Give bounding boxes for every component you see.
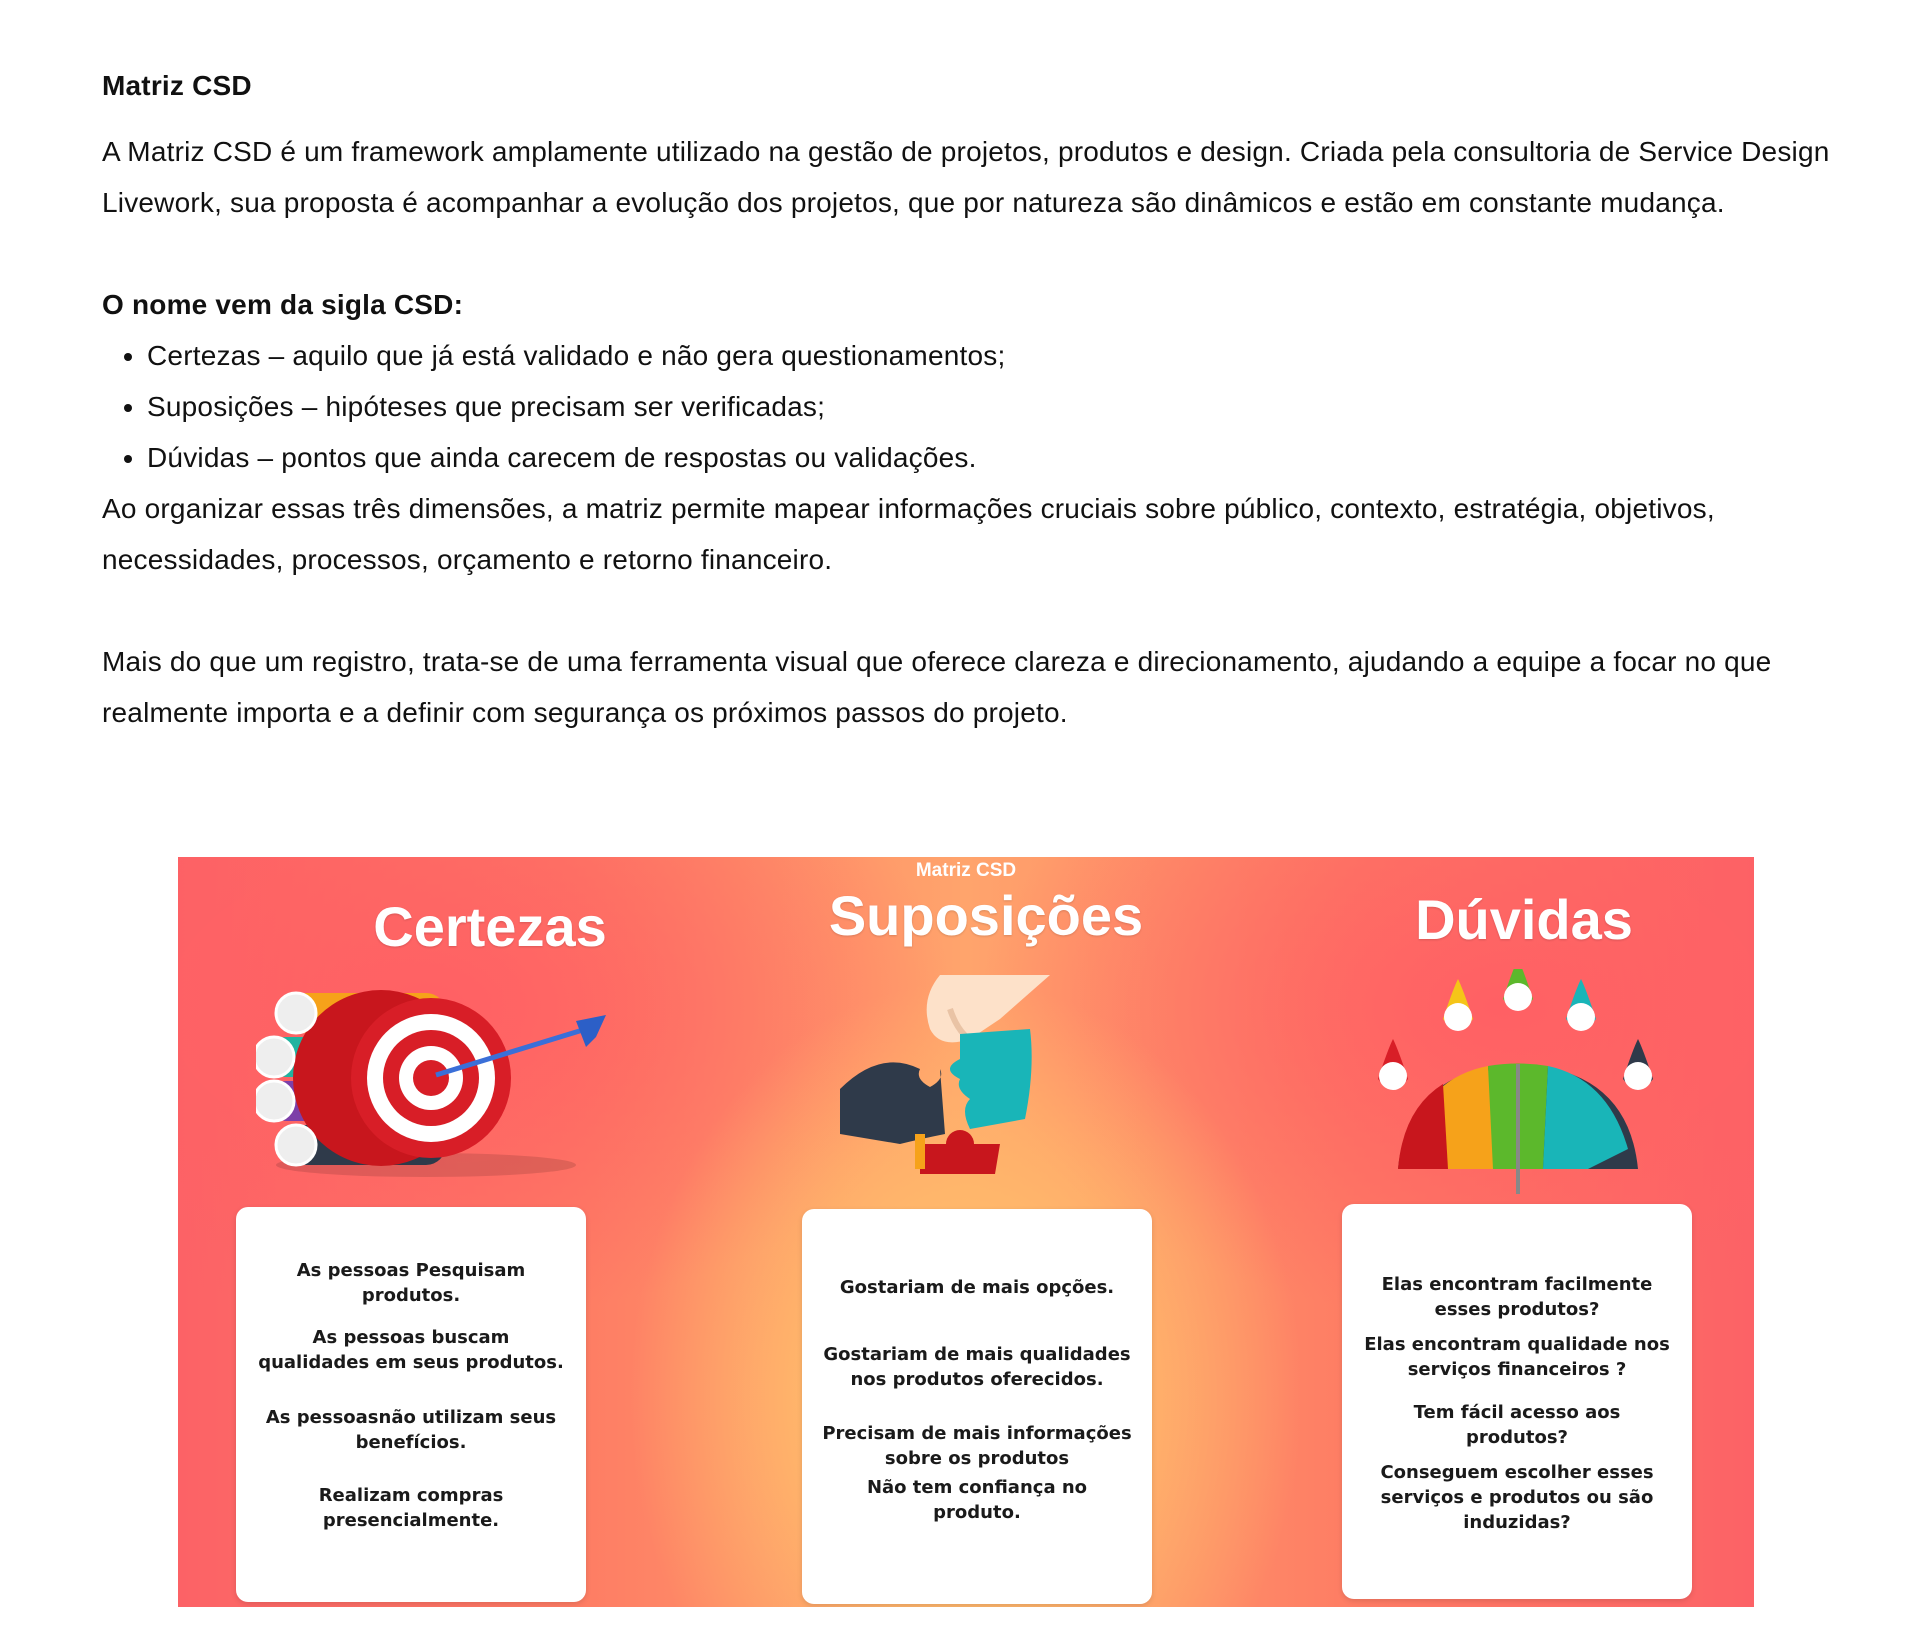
intro-paragraph: A Matriz CSD é um framework amplamente utilizado na gestão de projetos, produtos e design. Criada pela consultoria de Service Design Livework, sua proposta é acompanhar a evolução dos projetos, que por natureza são dinâmicos e estão em constante mudança.	[102, 136, 1830, 218]
sigla-heading: O nome vem da sigla CSD:	[102, 289, 464, 320]
card-item: Elas encontram qualidade nos serviços financeiros ?	[1364, 1334, 1670, 1380]
heading-suposicoes: Suposições	[828, 884, 1144, 947]
card-item: Não tem confiança no produto.	[866, 1477, 1088, 1523]
card-item: Tem fácil acesso aos produtos?	[1413, 1402, 1621, 1448]
card-item: Gostariam de mais qualidades nos produtos oferecidos.	[823, 1344, 1131, 1390]
card-item: As pessoas buscam qualidades em seus produtos.	[258, 1327, 564, 1373]
card-item: As pessoas Pesquisam produtos.	[296, 1260, 526, 1306]
list-item: • Dúvidas – pontos que ainda carecem de respostas ou validações.	[147, 432, 1892, 483]
card-item: Realizam compras presencialmente.	[318, 1485, 504, 1531]
puzzle-icon	[820, 969, 1120, 1189]
card-item: Conseguem escolher esses serviços e produtos ou são induzidas?	[1380, 1462, 1654, 1533]
list-item: • Suposições – hipóteses que precisam ser verificadas;	[147, 381, 1892, 432]
card-suposicoes	[802, 1209, 1152, 1604]
article	[102, 64, 1892, 738]
article-title: Matriz CSD	[102, 70, 252, 101]
list-item: • Certezas – aquilo que já está validado e não gera questionamentos;	[147, 330, 1892, 381]
card-item: Precisam de mais informações sobre os produtos	[822, 1423, 1132, 1469]
card-certezas	[236, 1207, 586, 1602]
target-icon	[256, 985, 626, 1185]
card-duvidas	[1342, 1204, 1692, 1599]
card-item: Gostariam de mais opções.	[839, 1277, 1115, 1298]
heading-certezas: Certezas	[373, 895, 607, 958]
csd-list	[102, 330, 1892, 483]
umbrella-icon	[1348, 969, 1688, 1199]
csd-matrix-image	[178, 857, 1754, 1607]
heading-duvidas: Dúvidas	[1415, 888, 1633, 951]
paragraph-tool: Mais do que um registro, trata-se de uma ferramenta visual que oferece clareza e direcionamento, ajudando a equipe a focar no que realmente importa e a definir com segurança os próximos passos do projeto.	[102, 646, 1772, 728]
card-item: As pessoasnão utilizam seus benefícios.	[265, 1407, 557, 1453]
paragraph-dimensions: Ao organizar essas três dimensões, a matriz permite mapear informações cruciais sobre público, contexto, estratégia, objetivos, necessidades, processos, orçamento e retorno financeiro.	[102, 493, 1715, 575]
figure-title: Matriz CSD	[915, 860, 1017, 881]
card-item: Elas encontram facilmente esses produtos?	[1381, 1274, 1653, 1320]
